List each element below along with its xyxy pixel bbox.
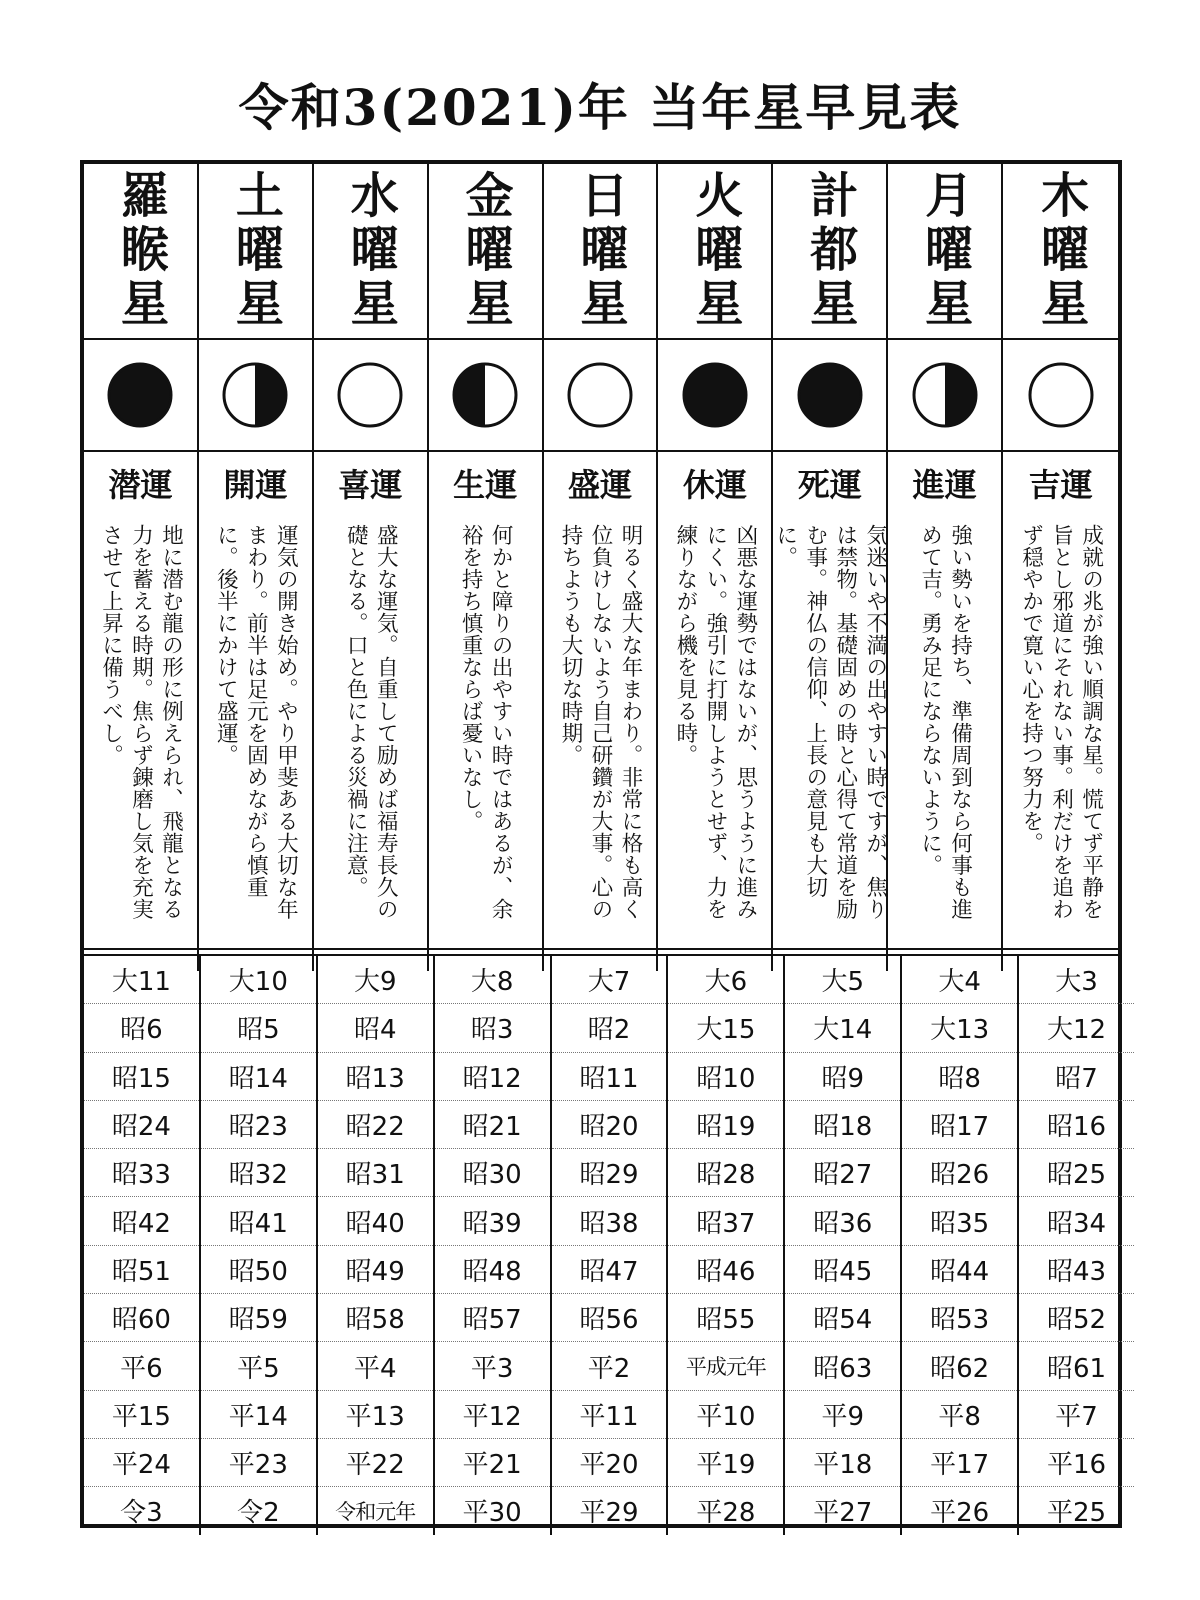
year-cell: 平3 <box>434 1342 551 1390</box>
fortune-label: 進運 <box>912 466 977 504</box>
moon-cell <box>1003 340 1118 452</box>
star-name-cell <box>658 164 771 340</box>
year-cell: 平4 <box>317 1342 434 1390</box>
year-cell: 昭59 <box>200 1294 317 1342</box>
year-cell: 令和元年 <box>317 1487 434 1535</box>
year-cell: 平20 <box>551 1438 668 1486</box>
year-cell: 平24 <box>84 1438 200 1486</box>
table-row <box>84 1149 1134 1197</box>
year-cell: 昭36 <box>784 1197 901 1245</box>
description-cell <box>1003 514 1118 971</box>
year-cell: 平12 <box>434 1390 551 1438</box>
year-cell: 昭33 <box>84 1149 200 1197</box>
year-cell: 昭4 <box>317 1004 434 1052</box>
moon-phase-icon <box>220 360 290 430</box>
year-cell: 令2 <box>200 1487 317 1535</box>
description-cell <box>544 514 657 971</box>
year-cell: 昭6 <box>84 1004 200 1052</box>
star-name-cell <box>888 164 1001 340</box>
moon-phase-icon <box>795 360 865 430</box>
year-cell: 昭63 <box>784 1342 901 1390</box>
year-cell: 昭60 <box>84 1294 200 1342</box>
year-cell: 昭39 <box>434 1197 551 1245</box>
year-cell: 昭16 <box>1018 1100 1134 1148</box>
table-row <box>84 956 1134 1004</box>
year-cell: 平30 <box>434 1487 551 1535</box>
star-name-cell <box>773 164 886 340</box>
star-name-cell <box>1003 164 1118 340</box>
year-cell: 平13 <box>317 1390 434 1438</box>
year-cell: 平14 <box>200 1390 317 1438</box>
year-cell: 昭22 <box>317 1100 434 1148</box>
year-cell: 昭58 <box>317 1294 434 1342</box>
year-cell: 昭20 <box>551 1100 668 1148</box>
year-cell: 平19 <box>667 1438 784 1486</box>
year-cell: 平16 <box>1018 1438 1134 1486</box>
year-cell: 平11 <box>551 1390 668 1438</box>
year-cell: 昭50 <box>200 1245 317 1293</box>
year-cell: 昭19 <box>667 1100 784 1148</box>
moon-cell <box>773 340 886 452</box>
year-cell: 昭17 <box>901 1100 1018 1148</box>
year-cell: 昭24 <box>84 1100 200 1148</box>
year-cell: 大9 <box>317 956 434 1004</box>
year-cell: 平23 <box>200 1438 317 1486</box>
fortune-label: 開運 <box>223 466 288 504</box>
year-cell: 昭10 <box>667 1052 784 1100</box>
moon-cell <box>888 340 1001 452</box>
year-cell: 昭29 <box>551 1149 668 1197</box>
year-cell: 昭46 <box>667 1245 784 1293</box>
birth-year-table <box>84 956 1134 1535</box>
year-cell: 昭11 <box>551 1052 668 1100</box>
year-cell: 昭42 <box>84 1197 200 1245</box>
star-name: 計都星 <box>801 170 858 332</box>
star-name: 木曜星 <box>1032 170 1089 332</box>
year-cell: 昭43 <box>1018 1245 1134 1293</box>
year-cell: 昭35 <box>901 1197 1018 1245</box>
year-cell: 昭51 <box>84 1245 200 1293</box>
fortune-description: 成就の兆が強い順調な星。慌てず平静を旨とし邪道にそれない事。利だけを追わず穏やかで寛い心を持つ努力を。 <box>1018 524 1104 920</box>
moon-cell <box>199 340 312 452</box>
year-cell: 昭34 <box>1018 1197 1134 1245</box>
table-row <box>84 1294 1134 1342</box>
fortune-label: 休運 <box>682 466 747 504</box>
year-cell: 平8 <box>901 1390 1018 1438</box>
star-column <box>199 164 314 971</box>
year-cell: 昭28 <box>667 1149 784 1197</box>
table-row <box>84 1004 1134 1052</box>
year-cell: 昭30 <box>434 1149 551 1197</box>
moon-phase-icon <box>680 360 750 430</box>
description-cell <box>199 514 312 971</box>
fortune-label: 吉運 <box>1028 466 1093 504</box>
description-cell <box>429 514 542 971</box>
year-cell: 大11 <box>84 956 200 1004</box>
year-cell: 昭37 <box>667 1197 784 1245</box>
year-cell: 大3 <box>1018 956 1134 1004</box>
year-cell: 平17 <box>901 1438 1018 1486</box>
fortune-label: 死運 <box>797 466 862 504</box>
year-cell: 大14 <box>784 1004 901 1052</box>
moon-cell <box>658 340 771 452</box>
year-cell: 昭41 <box>200 1197 317 1245</box>
year-cell: 昭13 <box>317 1052 434 1100</box>
year-cell: 大6 <box>667 956 784 1004</box>
star-name: 月曜星 <box>916 170 973 332</box>
year-cell: 大8 <box>434 956 551 1004</box>
year-cell: 大13 <box>901 1004 1018 1052</box>
year-cell: 平26 <box>901 1487 1018 1535</box>
year-cell: 平7 <box>1018 1390 1134 1438</box>
year-cell: 昭52 <box>1018 1294 1134 1342</box>
year-cell: 昭47 <box>551 1245 668 1293</box>
fortune-description: 凶悪な運勢ではないが、思うように進みにくい。強引に打開しようとせず、力を練りながら機を見る時。 <box>672 524 758 920</box>
year-cell: 令3 <box>84 1487 200 1535</box>
year-cell: 昭56 <box>551 1294 668 1342</box>
moon-phase-icon <box>910 360 980 430</box>
fortune-label: 盛運 <box>568 466 633 504</box>
year-cell: 大4 <box>901 956 1018 1004</box>
star-name: 水曜星 <box>342 170 399 332</box>
moon-phase-icon <box>105 360 175 430</box>
table-row <box>84 1342 1134 1390</box>
year-cell: 昭26 <box>901 1149 1018 1197</box>
fortune-label: 喜運 <box>338 466 403 504</box>
year-cell: 平29 <box>551 1487 668 1535</box>
year-cell: 昭44 <box>901 1245 1018 1293</box>
fortune-description: 気迷いや不満の出やすい時ですが、焦りは禁物。基礎固めの時と心得て常道を励む事。神仏の信仰、上長の意見も大切に。 <box>772 524 888 920</box>
moon-phase-icon <box>450 360 520 430</box>
fortune-description: 運気の開き始め。やり甲斐ある大切な年まわり。前半は足元を固めながら慎重に。後半にかけて盛運。 <box>213 524 299 920</box>
year-cell: 昭38 <box>551 1197 668 1245</box>
year-cell: 昭48 <box>434 1245 551 1293</box>
year-cell: 昭23 <box>200 1100 317 1148</box>
star-name-cell <box>544 164 657 340</box>
table-row <box>84 1197 1134 1245</box>
year-cell: 昭55 <box>667 1294 784 1342</box>
description-cell <box>84 514 197 971</box>
year-cell: 大10 <box>200 956 317 1004</box>
moon-phase-icon <box>335 360 405 430</box>
year-cell: 昭57 <box>434 1294 551 1342</box>
year-cell: 昭61 <box>1018 1342 1134 1390</box>
year-cell: 大5 <box>784 956 901 1004</box>
year-cell: 昭8 <box>901 1052 1018 1100</box>
fortune-label: 潜運 <box>108 466 173 504</box>
year-cell: 平2 <box>551 1342 668 1390</box>
star-name-cell <box>314 164 427 340</box>
table-row <box>84 1052 1134 1100</box>
star-column <box>429 164 544 971</box>
moon-phase-icon <box>1026 360 1096 430</box>
star-table <box>80 160 1122 1528</box>
star-column <box>888 164 1003 971</box>
description-cell <box>314 514 427 971</box>
year-cell: 昭45 <box>784 1245 901 1293</box>
year-cell: 平10 <box>667 1390 784 1438</box>
star-name: 土曜星 <box>227 170 284 332</box>
year-cell: 昭49 <box>317 1245 434 1293</box>
star-column <box>773 164 888 971</box>
star-column <box>544 164 659 971</box>
year-cell: 昭5 <box>200 1004 317 1052</box>
year-cell: 昭12 <box>434 1052 551 1100</box>
fortune-description: 地に潜む龍の形に例えられ、飛龍となる力を蓄える時期。焦らず錬磨し気を充実させて上昇に備うべし。 <box>98 524 184 920</box>
year-cell: 昭2 <box>551 1004 668 1052</box>
year-cell: 昭3 <box>434 1004 551 1052</box>
year-cell: 昭54 <box>784 1294 901 1342</box>
star-name-cell <box>199 164 312 340</box>
year-cell: 昭32 <box>200 1149 317 1197</box>
table-row <box>84 1390 1134 1438</box>
description-cell <box>658 514 771 971</box>
year-cell: 平5 <box>200 1342 317 1390</box>
year-cell: 平成元年 <box>667 1342 784 1390</box>
fortune-description: 何かと障りの出やすい時ではあるが、余裕を持ち慎重ならば憂いなし。 <box>458 524 514 920</box>
year-cell: 昭31 <box>317 1149 434 1197</box>
moon-cell <box>544 340 657 452</box>
year-cell: 平27 <box>784 1487 901 1535</box>
star-column <box>84 164 199 971</box>
year-cell: 大7 <box>551 956 668 1004</box>
year-cell: 平18 <box>784 1438 901 1486</box>
star-name-cell <box>429 164 542 340</box>
year-cell: 昭27 <box>784 1149 901 1197</box>
moon-cell <box>429 340 542 452</box>
year-cell: 昭18 <box>784 1100 901 1148</box>
star-column <box>314 164 429 971</box>
double-divider <box>84 948 1118 956</box>
year-cell: 昭9 <box>784 1052 901 1100</box>
star-column <box>1003 164 1118 971</box>
year-cell: 大15 <box>667 1004 784 1052</box>
star-name: 日曜星 <box>572 170 628 332</box>
star-name: 火曜星 <box>686 170 743 332</box>
description-cell <box>888 514 1001 971</box>
year-cell: 平6 <box>84 1342 200 1390</box>
page-title: 令和3(2021)年 当年星早見表 <box>238 78 962 137</box>
year-cell: 平21 <box>434 1438 551 1486</box>
moon-cell <box>314 340 427 452</box>
year-cell: 平22 <box>317 1438 434 1486</box>
table-row <box>84 1100 1134 1148</box>
moon-cell <box>84 340 197 452</box>
fortune-label: 生運 <box>453 466 518 504</box>
fortune-description: 盛大な運気。自重して励めば福寿長久の礎となる。口と色による災禍に注意。 <box>343 524 399 920</box>
description-cell <box>773 514 886 971</box>
moon-phase-icon <box>565 360 635 430</box>
fortune-description: 明るく盛大な年まわり。非常に格も高く位負けしないよう自己研鑽が大事。心の持ちようも大切な時期。 <box>558 524 643 920</box>
table-row <box>84 1487 1134 1535</box>
year-cell: 昭21 <box>434 1100 551 1148</box>
year-cell: 昭40 <box>317 1197 434 1245</box>
table-row <box>84 1438 1134 1486</box>
year-cell: 平15 <box>84 1390 200 1438</box>
year-cell: 平25 <box>1047 1498 1107 1529</box>
star-name: 金曜星 <box>457 170 514 332</box>
table-row <box>84 1245 1134 1293</box>
star-column <box>658 164 773 971</box>
year-cell: 昭14 <box>200 1052 317 1100</box>
year-cell: 昭15 <box>84 1052 200 1100</box>
year-cell: 昭62 <box>901 1342 1018 1390</box>
star-name: 羅睺星 <box>112 170 169 332</box>
year-cell: 平28 <box>667 1487 784 1535</box>
year-cell: 昭25 <box>1018 1149 1134 1197</box>
star-name-cell <box>84 164 197 340</box>
year-cell: 昭53 <box>901 1294 1018 1342</box>
fortune-description: 強い勢いを持ち、準備周到なら何事も進めて吉。勇み足にならないように。 <box>917 524 973 920</box>
year-cell: 大12 <box>1018 1004 1134 1052</box>
year-cell: 平9 <box>784 1390 901 1438</box>
year-cell: 昭7 <box>1018 1052 1134 1100</box>
